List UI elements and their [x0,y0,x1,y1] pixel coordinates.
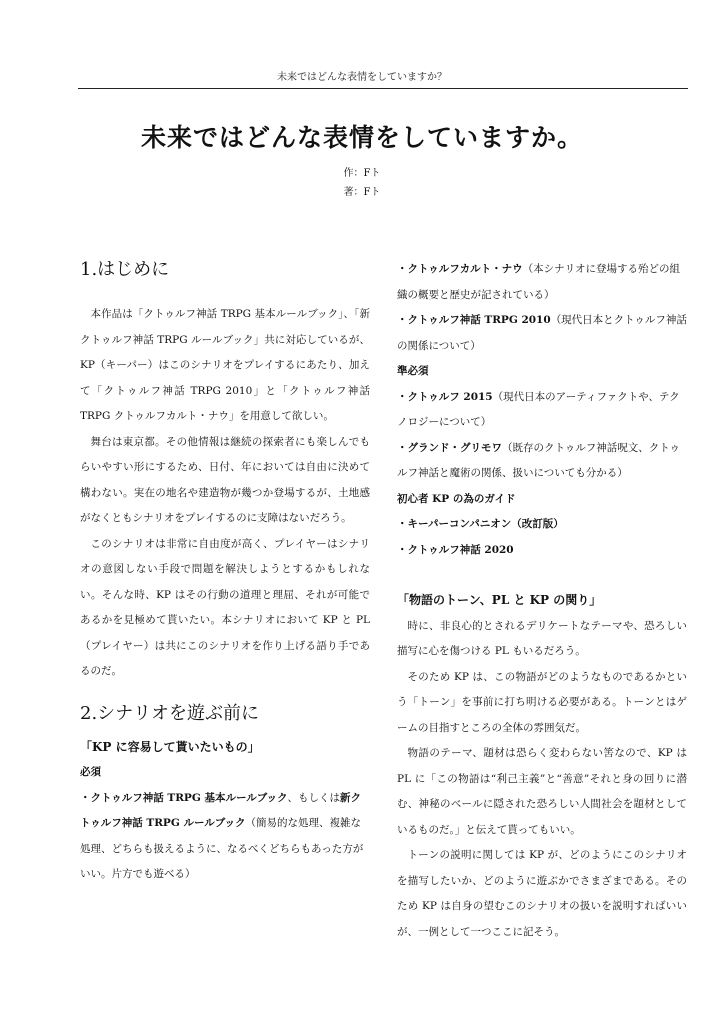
paragraph-intro-2: 舞台は東京都。その他情報は継続の探索者にも楽しんでもらいやすい形にするため、日付、年においては自由に決めて構わない。実在の地名や建造物が幾つか登場するが、土地感がなくともシナリオをプレイするのに支障はないだろう。 [80,435,370,524]
paragraph-tone-1: 時に、非良心的とされるデリケートなテーマや、恐ろしい描写に心を傷つける PL もいるだろう。 [397,619,687,657]
subheading-kp-materials: 「KP に容易して貰いたいもの」 [80,739,260,754]
beginner-guide-label: 初心者 KP の為のガイド [397,492,516,505]
required-label: 必須 [80,766,101,778]
item-connector: 、もしくは [287,791,341,804]
item-name-cult-now: ・クトゥルフカルト・ナウ [397,263,523,275]
item-cult-now [397,257,687,308]
paragraph-tone-4: トーンの説明に関しては KP が、どのようにこのシナリオを描写したいか、どのように遊ぶかでさまざまである。そのため KP は自身の望むこのシナリオの扱いを説明すればいいが、一例として一つここに記そう。 [397,849,687,938]
item-description-2015: （現代日本のアーティファクトや、テクノロジーについて） [397,390,680,428]
paragraph-intro-3: このシナリオは非常に自由度が高く、プレイヤーはシナリオの意図しない手段で問題を解決しようとするかもしれない。そんな時、KP はその行動の道理と理屈、それが可能であるかを見極めて貰いたい。本シナリオにおいて KP と PL（プレイヤー）は共にこのシナリオを作り上げる語り手であるのだ。 [80,537,370,677]
section-heading-before-play: 2.シナリオを遊ぶ前に [80,702,259,724]
item-2015 [397,385,687,436]
right-column [397,257,687,945]
item-description-rulebooks: （簡易的な処理、複雑な処理、どちらも扱えるように、なるべくどちらもあった方がいい。片方でも遊べる） [80,817,364,880]
writer-line: 著：Fト [343,187,381,198]
item-description-cult-now: （本シナリオに登場する殆どの組織の概要と歴史が記されている） [397,263,681,301]
paragraph-intro-1: 本作品は「クトゥルフ神話 TRPG 基本ルールブック」、「新クトゥルフ神話 TRPG ルールブック」共に対応しているが、KP（キーパー）はこのシナリオをプレイするにあたり、加えて「クトゥルフ神話 TRPG 2010」と「クトゥルフ神話 TRPG クトゥルフカルト・ナウ」を用意して欲しい。 [80,308,370,422]
item-name-new-rulebook: 新クトゥルフ神話 TRPG ルールブック [80,791,362,829]
paragraph-tone-2: そのため KP は、この物語がどのようなものであるかという「トーン」を事前に打ち明ける必要がある。トーンとはゲームの目指すところの全体の雰囲気だ。 [397,670,687,734]
item-name-trpg-2010: ・クトゥルフ神話 TRPG 2010 [397,314,551,326]
left-column [80,257,370,888]
author-line: 作：Fト [343,168,381,179]
subheading-tone: 「物語のトーン、PL と KP の関り」 [397,593,602,607]
item-name-2015: ・クトゥルフ 2015 [397,390,493,403]
item-2020: ・クトゥルフ神話 2020 [397,543,514,556]
item-grand-grimoire [397,436,687,487]
item-name-basic-rulebook: ・クトゥルフ神話 TRPG 基本ルールブック [80,791,288,804]
section-heading-introduction: 1.はじめに [80,259,170,280]
item-name-grand-grimoire: ・グランド・グリモワ [397,441,502,454]
paragraph-tone-3: 物語のテーマ、題材は恐らく変わらない筈なので、KP は PL に「この物語は“利己主義”と“善意”それと身の回りに潜む、神秘のベールに隠された恐ろしい人間社会を題材としているものだ。」と伝えて貰ってもいい。 [397,747,687,836]
document-title: 未来ではどんな表情をしていますか。 [140,123,583,152]
item-description-grand-grimoire: （既存のクトゥルフ神話呪文、クトゥルフ神話と魔術の関係、扱いについても分かる） [397,441,680,479]
item-description-trpg-2010: （現代日本とクトゥルフ神話の関係について） [397,314,687,352]
item-keeper-companion: ・キーパーコンパニオン（改訂版） [397,518,564,530]
semi-required-label: 準必須 [397,365,429,377]
item-trpg-2010 [397,308,687,359]
header-divider [78,88,688,89]
running-header: 未来ではどんな表情をしていますか？ [277,72,447,83]
required-item-rulebooks [80,786,370,888]
